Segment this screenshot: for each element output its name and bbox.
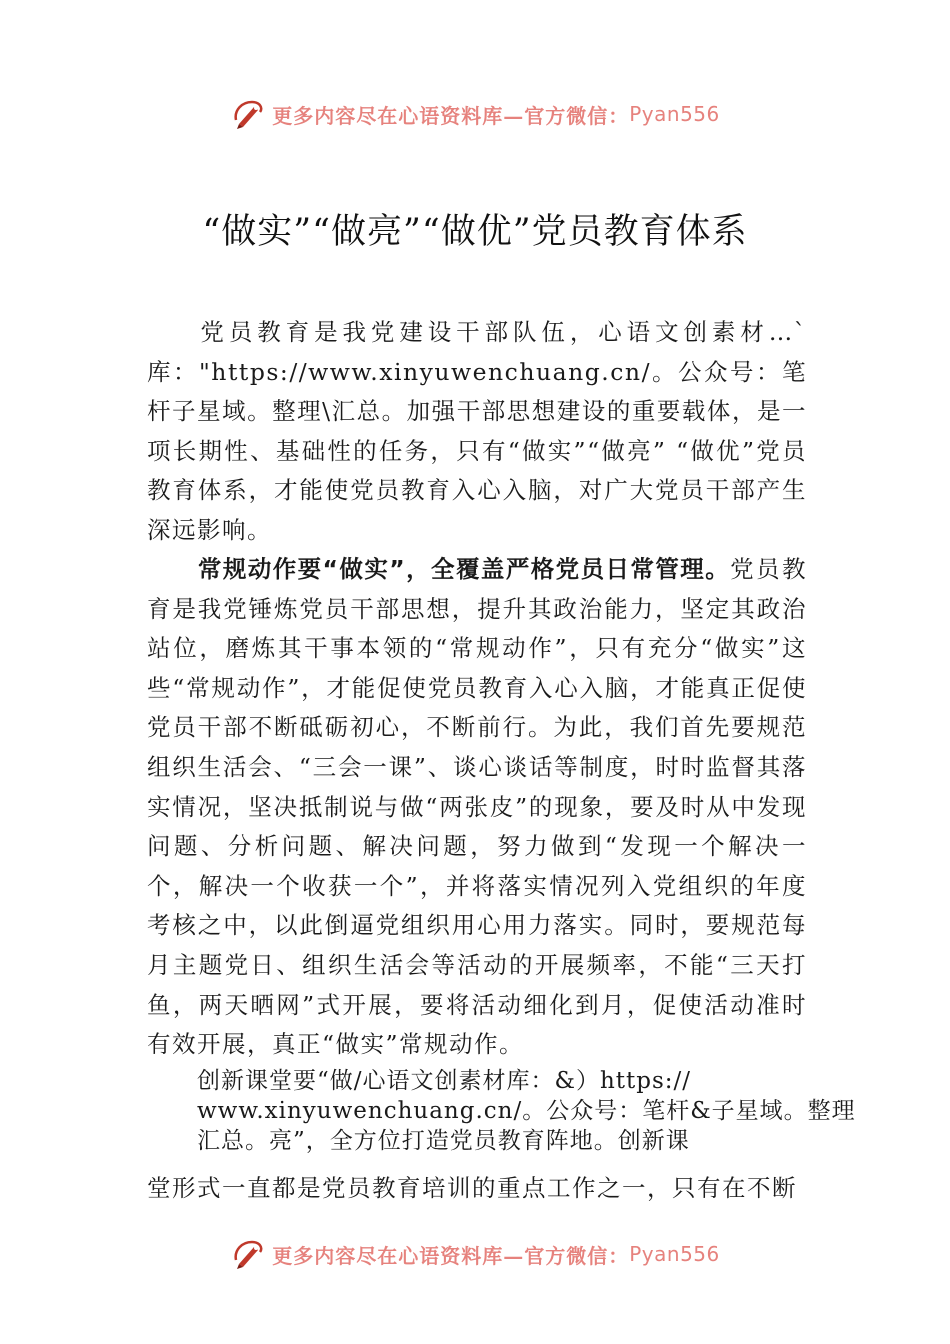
paragraph-3-line: 创新课堂要“做/心语文创素材库：&）https:// <box>197 1068 692 1094</box>
paragraph-2 <box>147 550 807 1065</box>
banner-text: 更多内容尽在心语资料库—官方微信： <box>272 1243 630 1268</box>
paragraph-2-body: 党员教育是我党锤炼党员干部思想，提升其政治能力，坚定其政治站位，磨炼其干事本领的“常规动作”，只有充分“做实”这些“常规动作”，才能促使党员教育入心入脑，才能真正促使党员干部不断砥砺初心，不断前行。为此，我们首先要规范组织生活会、“三会一课”、谈心谈话等制度，时时监督其落实情况，坚决抵制说与做“两张皮”的现象，要及时从中发现问题、分析问题、解决问题，努力做到“发现一个解决一个，解决一个收获一个”，并将落实情况列入党组织的年度考核之中，以此倒逼党组织用心用力落实。同时，要规范每月主题党日、组织生活会等活动的开展频率，不能“三天打鱼，两天晒网”式开展，要将活动细化到月，促使活动准时有效开展，真正“做实”常规动作。 <box>147 555 808 1059</box>
paragraph-4: 堂形式一直都是党员教育培训的重点工作之一，只有在不断 <box>147 1174 797 1202</box>
paragraph-2-lead: 常规动作要“做实”，全覆盖严格党员日常管理。 <box>197 555 731 583</box>
banner-wechat-id: Pyan556 <box>629 1242 720 1266</box>
header-banner <box>0 92 950 136</box>
pen-logo-icon <box>230 96 266 132</box>
banner-wechat-id: Pyan556 <box>629 102 720 126</box>
pen-logo-icon <box>230 1236 266 1272</box>
paragraph-3 <box>197 1066 856 1156</box>
paragraph-3-line: 汇总。亮”，全方位打造党员教育阵地。创新课 <box>197 1128 690 1154</box>
banner-text: 更多内容尽在心语资料库—官方微信： <box>272 103 630 128</box>
paragraph-3-line: www.xinyuwenchuang.cn/。公众号：笔杆&子星域。整理 <box>197 1098 856 1124</box>
paragraph-1-text: 党员教育是我党建设干部队伍，心语文创素材…`库："https://www.xinyuwenchuang.cn/。公众号：笔杆子星域。整理\汇总。加强干部思想建设的重要载体，是一项长期性、基础性的任务，只有“做实”“做亮” “做优”党员教育体系，才能使党员教育入心入脑，对广大党员干部产生深远影响。 <box>147 318 807 544</box>
paragraph-1 <box>147 313 807 551</box>
document-title: “做实”“做亮”“做优”党员教育体系 <box>202 212 748 252</box>
footer-banner <box>0 1232 950 1276</box>
